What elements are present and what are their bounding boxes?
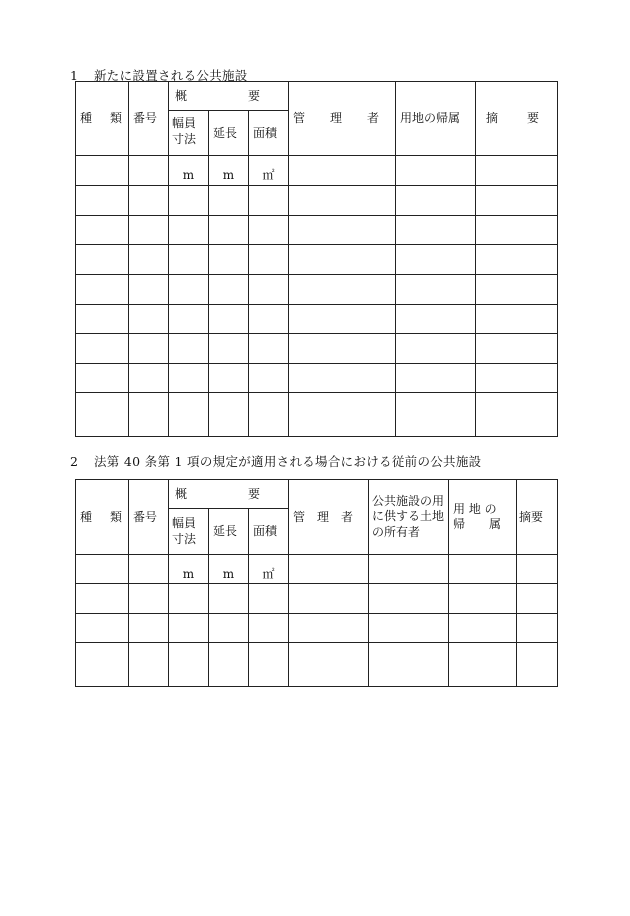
unit-row: [76, 156, 558, 186]
unit-area: ㎡: [249, 555, 289, 584]
header-width: 幅員寸法: [169, 509, 209, 555]
header-remarks: 摘要: [517, 480, 558, 555]
table-row: [76, 245, 558, 275]
table-row: [76, 393, 558, 437]
new-facilities-table: [75, 81, 558, 437]
header-length: 延長: [209, 111, 249, 156]
unit-row: [76, 555, 558, 584]
header-land-owner: 公共施設の用に供する土地の所有者: [369, 480, 449, 555]
section-2-number: 2: [70, 454, 79, 469]
table-row: [76, 364, 558, 393]
section-2-title: [70, 452, 481, 470]
header-width: 幅員寸法: [169, 111, 209, 156]
table-row: [76, 305, 558, 334]
former-facilities-table: [75, 479, 558, 687]
header-kind: 種 類: [76, 480, 129, 555]
header-land-ownership: 用 地 の 帰 属: [449, 480, 517, 555]
header-manager: 管 理 者: [289, 82, 396, 156]
section-1-title-text: 新たに設置される公共施設: [94, 68, 248, 83]
section-2-title-text: 法第 40 条第 1 項の規定が適用される場合における従前の公共施設: [94, 454, 482, 469]
table-row: [76, 334, 558, 364]
unit-width: m: [169, 555, 209, 584]
table-row: [76, 643, 558, 687]
header-kind: 種 類: [76, 82, 129, 156]
section-1-number: 1: [70, 68, 79, 83]
header-number: 番号: [129, 82, 169, 156]
table-row: [76, 216, 558, 245]
header-row-1: [76, 480, 558, 509]
header-row-1: [76, 82, 558, 111]
unit-length: m: [209, 156, 249, 186]
header-remarks: 摘 要: [476, 82, 558, 156]
header-number: 番号: [129, 480, 169, 555]
header-manager: 管 理 者: [289, 480, 369, 555]
unit-width: m: [169, 156, 209, 186]
header-overview: 概 要: [169, 480, 289, 509]
table-row: [76, 584, 558, 614]
table-row: [76, 186, 558, 216]
unit-area: ㎡: [249, 156, 289, 186]
header-overview: 概 要: [169, 82, 289, 111]
header-area: 面積: [249, 111, 289, 156]
table-row: [76, 614, 558, 643]
header-length: 延長: [209, 509, 249, 555]
unit-length: m: [209, 555, 249, 584]
table-row: [76, 275, 558, 305]
header-area: 面積: [249, 509, 289, 555]
header-land-ownership: 用地の帰属: [396, 82, 476, 156]
